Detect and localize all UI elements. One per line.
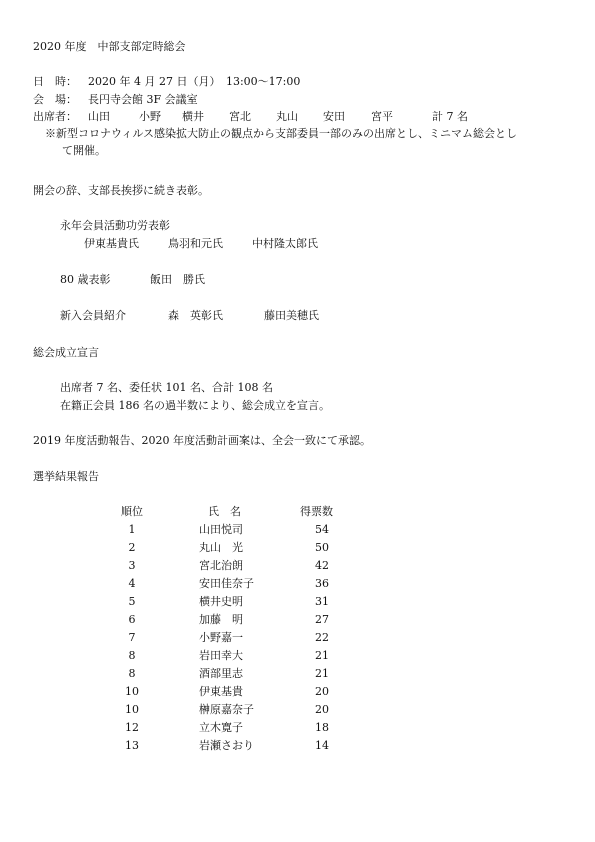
result-name: 立木寛子 [199,721,243,734]
column-header-votes: 得票数 [300,505,333,518]
result-rank: 4 [128,577,136,590]
result-rank: 12 [125,721,139,734]
result-name: 加藤 明 [199,613,243,626]
result-name: 宮北治朗 [199,559,243,572]
result-rank: 1 [128,523,136,536]
awardee-name: 鳥羽和元氏 [168,237,223,250]
result-votes: 54 [315,523,329,536]
result-votes: 50 [315,541,329,554]
awardee-name: 伊東基貴氏 [84,237,139,250]
result-votes: 27 [315,613,329,626]
reports-text: 2019 年度活動報告、2020 年度活動計画案は、全会一致にて承認。 [33,434,371,447]
date-label: 日 時： [33,75,77,88]
result-votes: 31 [315,595,329,608]
result-name: 岩瀬さおり [199,739,254,752]
column-header-name: 氏 名 [208,505,241,518]
result-name: 横井史明 [199,595,243,608]
result-name: 小野嘉一 [199,631,243,644]
result-rank: 13 [125,739,139,752]
quorum-heading: 総会成立宣言 [33,346,99,359]
result-rank: 10 [125,685,139,698]
result-rank: 2 [128,541,136,554]
result-rank: 7 [128,631,136,644]
eighty-award-name: 飯田 勝氏 [150,273,205,286]
result-rank: 5 [128,595,136,608]
attendee-name: 小野 [139,110,161,123]
attendee-name: 山田 [88,110,110,123]
quorum-line: 在籍正会員 186 名の過半数により、総会成立を宣言。 [60,399,330,412]
column-header-rank: 順位 [121,505,143,518]
date-value: 2020 年 4 月 27 日（月） 13:00～17:00 [88,75,301,88]
page-title: 2020 年度 中部支部定時総会 [33,40,186,53]
result-votes: 22 [315,631,329,644]
result-votes: 18 [315,721,329,734]
attendee-name: 丸山 [276,110,298,123]
result-name: 酒部里志 [199,667,243,680]
covid-note: ※新型コロナウィルス感染拡大防止の観点から支部委員一部のみの出席とし、ミニマム総会とし [45,127,518,140]
result-votes: 21 [315,667,329,680]
result-rank: 10 [125,703,139,716]
attendee-name: 安田 [323,110,345,123]
result-votes: 20 [315,685,329,698]
result-name: 山田悦司 [199,523,243,536]
long-service-award-title: 永年会員活動功労表彰 [60,219,170,232]
result-name: 安田佳奈子 [199,577,254,590]
result-name: 丸山 光 [199,541,243,554]
new-member-name: 藤田美穂氏 [264,309,319,322]
attendees-total: 計 7 名 [432,110,468,123]
result-votes: 21 [315,649,329,662]
result-name: 榊原嘉奈子 [199,703,254,716]
attendee-name: 宮北 [229,110,251,123]
result-votes: 36 [315,577,329,590]
result-votes: 20 [315,703,329,716]
election-heading: 選挙結果報告 [33,470,99,483]
result-rank: 8 [128,649,136,662]
result-votes: 14 [315,739,329,752]
attendee-name: 宮平 [371,110,393,123]
covid-note-continued: て開催。 [62,144,106,157]
result-name: 岩田幸大 [199,649,243,662]
new-member-title: 新入会員紹介 [60,309,126,322]
result-name: 伊東基貴 [199,685,243,698]
place-value: 長円寺会館 3F 会議室 [88,93,198,106]
place-label: 会 場： [33,93,77,106]
eighty-award-title: 80 歳表彰 [60,273,111,286]
opening-text: 開会の辞、支部長挨拶に続き表彰。 [33,184,209,197]
result-votes: 42 [315,559,329,572]
result-rank: 6 [128,613,136,626]
result-rank: 8 [128,667,136,680]
new-member-name: 森 英彰氏 [168,309,223,322]
quorum-line: 出席者 7 名、委任状 101 名、合計 108 名 [60,381,273,394]
attendee-name: 横井 [182,110,204,123]
awardee-name: 中村隆太郎氏 [252,237,318,250]
result-rank: 3 [128,559,136,572]
attendees-label: 出席者： [33,110,77,123]
